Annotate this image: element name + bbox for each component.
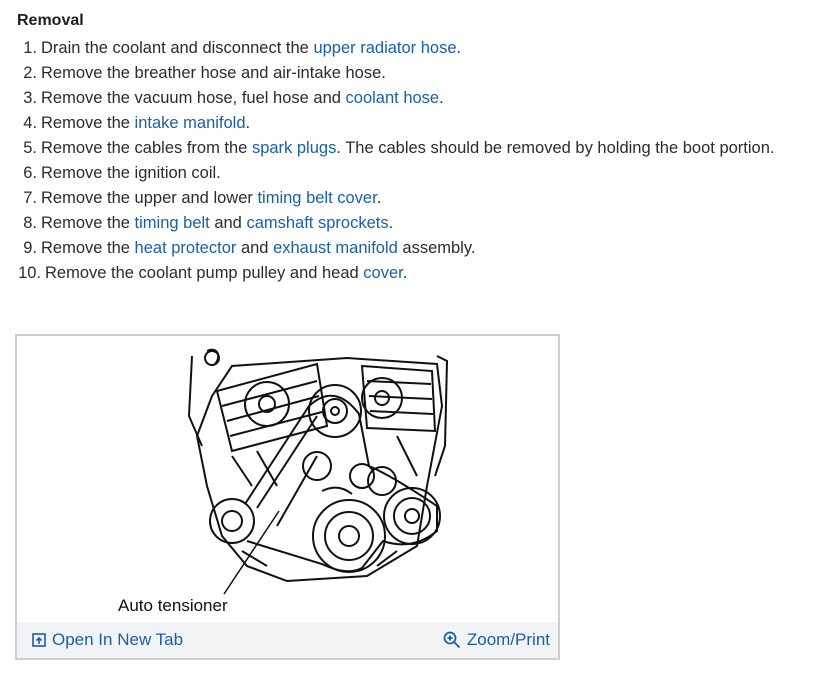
step-number: 9. — [23, 239, 37, 257]
step-text: . — [456, 39, 462, 57]
step-text: Remove the vacuum hose, fuel hose and — [41, 89, 346, 107]
step-number: 6. — [23, 164, 37, 182]
step-text: . — [376, 189, 382, 207]
step-number: 3. — [23, 89, 37, 107]
step-text: . — [439, 89, 444, 107]
step-link[interactable]: exhaust manifold — [273, 239, 398, 257]
step-number: 5. — [23, 139, 37, 157]
step-number: 8. — [23, 214, 37, 232]
step-item — [17, 136, 832, 161]
step-text: . — [388, 214, 394, 232]
step-link[interactable]: coolant hose — [345, 89, 440, 107]
step-number: 7. — [23, 189, 37, 207]
step-item — [17, 61, 832, 86]
step-item — [17, 161, 832, 186]
step-text: Drain the coolant and disconnect the — [41, 39, 314, 57]
engine-drawing — [17, 336, 558, 622]
step-number: 1. — [23, 39, 37, 57]
step-text: Remove the — [41, 239, 135, 257]
step-text: Remove the ignition coil. — [41, 164, 221, 182]
step-text: Remove the upper and lower — [41, 189, 258, 207]
step-item — [17, 111, 832, 136]
open-in-new-tab-icon — [32, 633, 46, 647]
auto-tensioner-caption: Auto tensioner — [118, 596, 228, 615]
figure-toolbar — [17, 622, 558, 658]
step-number: 10. — [18, 264, 41, 282]
step-text: . — [245, 114, 251, 132]
step-number: 2. — [23, 64, 37, 82]
step-text: Remove the cables from the — [41, 139, 252, 157]
step-item — [17, 36, 832, 61]
step-item — [17, 186, 832, 211]
engine-figure — [15, 334, 560, 660]
step-text: assembly. — [397, 239, 476, 257]
step-link[interactable]: timing belt — [134, 214, 210, 232]
step-item — [17, 261, 832, 286]
zoom-print-button[interactable] — [443, 630, 550, 650]
step-link[interactable]: intake manifold — [134, 114, 246, 132]
step-text: Remove the — [41, 114, 135, 132]
engine-diagram[interactable] — [17, 336, 558, 622]
step-text: and — [209, 214, 247, 232]
step-text: Remove the coolant pump pulley and head — [45, 264, 364, 282]
step-text: Remove the — [41, 214, 135, 232]
zoom-print-label: Zoom/Print — [466, 630, 550, 649]
removal-steps-list — [17, 36, 832, 286]
step-link[interactable]: spark plugs — [251, 139, 337, 157]
step-text: Remove the breather hose and air-intake hose. — [41, 64, 386, 82]
step-link[interactable]: timing belt cover — [257, 189, 377, 207]
step-link[interactable]: cover — [363, 264, 403, 282]
step-link[interactable]: upper radiator hose — [313, 39, 457, 57]
step-text: . — [402, 264, 408, 282]
step-text: . The cables should be removed by holding the boot portion. — [336, 139, 775, 157]
step-text: and — [236, 239, 274, 257]
step-item — [17, 236, 832, 261]
section-heading: Removal — [17, 12, 84, 29]
step-number: 4. — [23, 114, 37, 132]
step-item — [17, 211, 832, 236]
step-link[interactable]: camshaft sprockets — [246, 214, 389, 232]
step-item — [17, 86, 832, 111]
zoom-in-icon — [443, 631, 461, 649]
open-in-new-tab-label: Open In New Tab — [52, 630, 184, 649]
open-in-new-tab-button[interactable] — [32, 630, 183, 650]
step-link[interactable]: heat protector — [134, 239, 237, 257]
